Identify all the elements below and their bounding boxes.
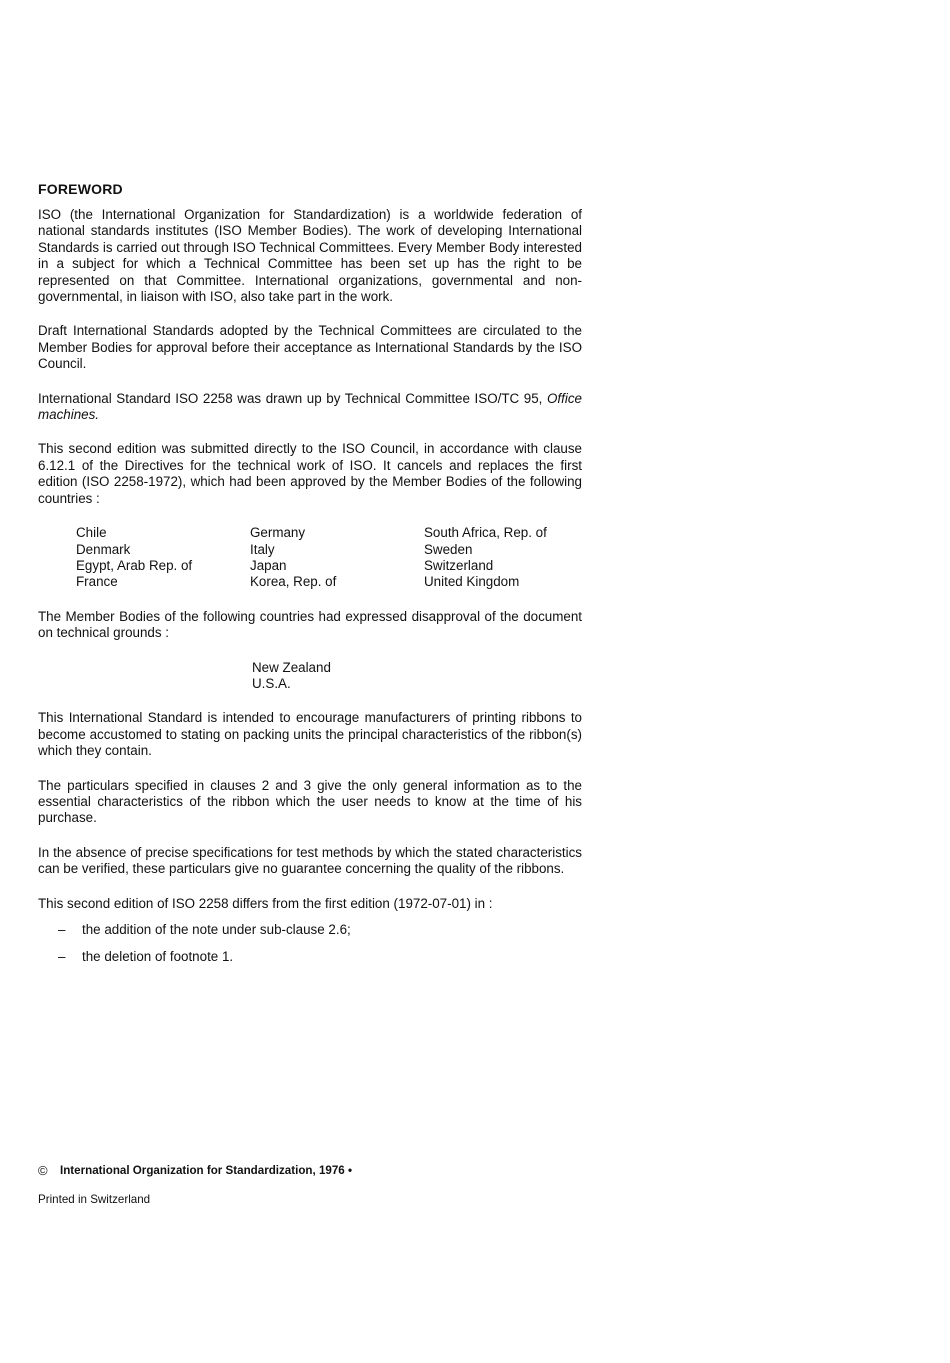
foreword-heading: FOREWORD: [38, 181, 123, 197]
paragraph-drawn-up: [38, 391, 582, 424]
country-item: Japan: [250, 557, 287, 573]
country-item: Denmark: [76, 541, 131, 557]
list-item-text: the addition of the note under sub-clause 2.6;: [82, 922, 351, 937]
copyright-line: [38, 1163, 638, 1179]
dash-marker: –: [58, 922, 66, 937]
country-item: Korea, Rep. of: [250, 574, 337, 590]
countries-column-1: [76, 525, 250, 591]
copyright-text: International Organization for Standardization, 1976 •: [60, 1164, 353, 1177]
country-item: South Africa, Rep. of: [424, 525, 547, 541]
drawn-up-text: International Standard ISO 2258 was drawn up by Technical Committee ISO/TC 95,: [38, 390, 548, 406]
country-item: New Zealand: [252, 659, 331, 675]
paragraph-second-edition: This second edition was submitted directly to the ISO Council, in accordance with clause 6.12.1 of the Directives for the technical work of ISO. It cancels and replaces the first edition (ISO 2258-1972), which had been approved by the Member Bodies of the following countries :: [38, 441, 582, 506]
countries-column-3: [424, 525, 598, 591]
differences-list: [38, 922, 582, 966]
country-item: U.S.A.: [252, 675, 291, 691]
country-item: Sweden: [424, 541, 473, 557]
foreword-section: [38, 180, 582, 977]
list-item: [38, 922, 582, 938]
country-item: Chile: [76, 525, 107, 541]
country-item: Egypt, Arab Rep. of: [76, 557, 193, 573]
paragraph-draft-standards: Draft International Standards adopted by the Technical Committees are circulated to the Member Bodies for approval before their acceptance as International Standards by the ISO Council.: [38, 323, 582, 372]
disapproving-countries-list: [252, 660, 582, 693]
paragraph-particulars: The particulars specified in clauses 2 and 3 give the only general information as to the essential characteristics of the ribbon which the user needs to know at the time of his purchase.: [38, 777, 582, 826]
dash-marker: –: [58, 949, 66, 965]
paragraph-intent: This International Standard is intended to encourage manufacturers of printing ribbons to become accustomed to stating on packing units the principal characteristics of the ribbon(s) which they contain.: [38, 710, 582, 759]
country-item: Switzerland: [424, 557, 494, 573]
country-item: Italy: [250, 541, 275, 557]
approving-countries-list: [76, 525, 582, 591]
countries-column-2: [250, 525, 424, 591]
printed-in: Printed in Switzerland: [38, 1193, 151, 1206]
list-item-text: the deletion of footnote 1.: [82, 949, 234, 965]
paragraph-iso-intro: ISO (the International Organization for Standardization) is a worldwide federation of national standards institutes (ISO Member Bodies). The work of developing International Standards is carried out through ISO Technical Committees. Every Member Body interested in a subject for which a Technical Committee has been set up has the right to be represented on that Committee. International organizations, governmental and non-governmental, in liaison with ISO, also take part in the work.: [38, 207, 582, 305]
country-item: Germany: [250, 525, 306, 541]
committee-title: Office machines.: [38, 390, 582, 423]
paragraph-disapproval: The Member Bodies of the following countries had expressed disapproval of the document on technical grounds :: [38, 608, 582, 641]
copyright-icon: ©: [38, 1163, 48, 1178]
country-item: France: [76, 574, 118, 590]
list-item: [38, 949, 582, 965]
paragraph-differences: This second edition of ISO 2258 differs from the first edition (1972-07-01) in :: [38, 895, 493, 911]
paragraph-absence: In the absence of precise specifications for test methods by which the stated characteristics can be verified, these particulars give no guarantee concerning the quality of the ribbons.: [38, 844, 582, 877]
country-item: United Kingdom: [424, 574, 520, 590]
page-footer: [38, 1163, 638, 1208]
